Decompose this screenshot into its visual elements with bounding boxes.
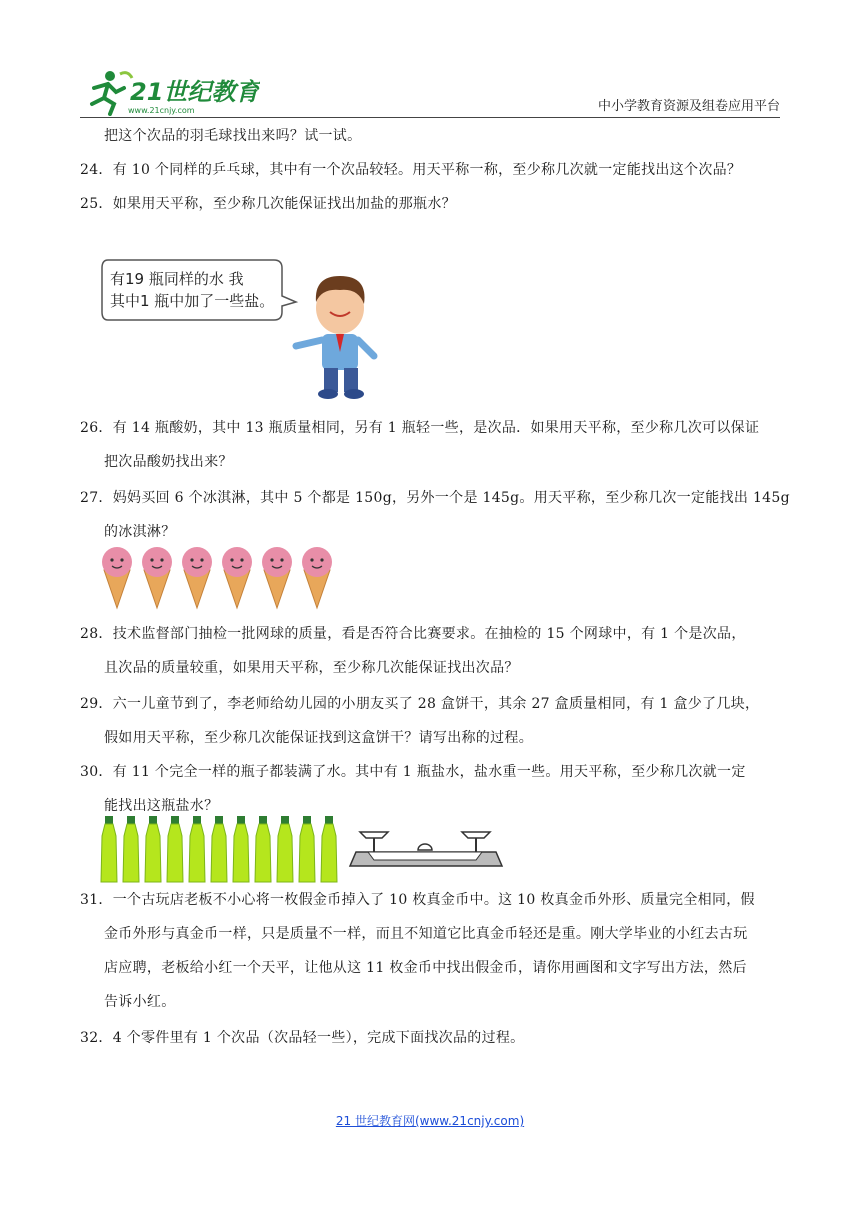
speech-bubble — [102, 260, 296, 320]
ice-cream-icon — [182, 547, 212, 608]
header-divider — [80, 117, 780, 118]
question-30: 30．有 11 个完全一样的瓶子都装满了水。其中有 1 瓶盐水，盐水重一些。用天平称，至少称几次就一定 — [80, 764, 746, 780]
ice-cream-icon — [262, 547, 292, 608]
question-27: 27．妈妈买回 6 个冰淇淋，其中 5 个都是 150g，另外一个是 145g。用天平称，至少称几次一定能找出 145g — [80, 490, 790, 506]
logo-url: www.21cnjy.com — [128, 106, 195, 115]
text-line: 且次品的质量较重，如果用天平称，至少称几次能保证找出次品？ — [104, 660, 519, 676]
text-line: 的冰淇淋？ — [104, 524, 176, 540]
ice-cream-icon — [302, 547, 332, 608]
footer-link[interactable]: 21 世纪教育网(www.21cnjy.com) — [335, 1114, 525, 1128]
text-line: 金币外形与真金币一样，只是质量不一样，而且不知道它比真金币轻还是重。刚大学毕业的小红去古玩 — [104, 926, 748, 942]
question-31: 31．一个古玩店老板不小心将一枚假金币掉入了 10 枚真金币中。这 10 枚真金币外形、质量完全相同，假 — [80, 892, 755, 908]
ice-cream-icon — [222, 547, 252, 608]
page-header — [80, 60, 780, 118]
ice-cream-row — [98, 544, 338, 610]
bubble-line-2: 其中1 瓶中加了一些盐。 — [110, 292, 275, 310]
question-25: 25．如果用天平称，至少称几次能保证找出加盐的那瓶水？ — [80, 196, 456, 212]
ice-cream-icon — [142, 547, 172, 608]
page-footer — [0, 1112, 860, 1129]
text-line: 把次品酸奶找出来？ — [104, 454, 233, 470]
text-line: 店应聘，老板给小红一个天平，让他从这 11 枚金币中找出假金币，请你用画图和文字写出方法，然后 — [104, 960, 747, 976]
bottle-icon — [101, 816, 117, 882]
logo-text: 21世纪教育 — [130, 78, 260, 106]
text-line: 能找出这瓶盐水？ — [104, 798, 219, 814]
question-29: 29．六一儿童节到了，李老师给幼儿园的小朋友买了 28 盒饼干，其余 27 盒质量相同，有 1 盒少了几块， — [80, 696, 760, 712]
boy-icon — [296, 276, 374, 399]
question-32: 32．4 个零件里有 1 个次品（次品轻一些），完成下面找次品的过程。 — [80, 1030, 525, 1046]
bottles-and-balance — [98, 814, 518, 886]
text-line: 把这个次品的羽毛球找出来吗？试一试。 — [104, 128, 362, 144]
boy-speech-illustration — [100, 256, 390, 402]
platform-name: 中小学教育资源及组卷应用平台 — [597, 99, 780, 114]
text-line: 假如用天平称，至少称几次能保证找到这盒饼干？请写出称的过程。 — [104, 730, 533, 746]
question-28: 28．技术监督部门抽检一批网球的质量，看是否符合比赛要求。在抽检的 15 个网球中，有 1 个是次品， — [80, 626, 746, 642]
runner-icon — [92, 71, 132, 114]
question-26: 26．有 14 瓶酸奶，其中 13 瓶质量相同，另有 1 瓶轻一些，是次品．如果用天平称，至少称几次可以保证 — [80, 420, 760, 436]
ice-cream-icon — [102, 547, 132, 608]
bubble-line-1: 有19 瓶同样的水 我 — [110, 270, 244, 288]
site-logo — [80, 68, 260, 116]
balance-scale-icon — [350, 832, 502, 866]
text-line: 告诉小红。 — [104, 994, 176, 1010]
question-24: 24．有 10 个同样的乒乓球，其中有一个次品较轻。用天平称一称，至少称几次就一定能找出这个次品？ — [80, 162, 742, 178]
